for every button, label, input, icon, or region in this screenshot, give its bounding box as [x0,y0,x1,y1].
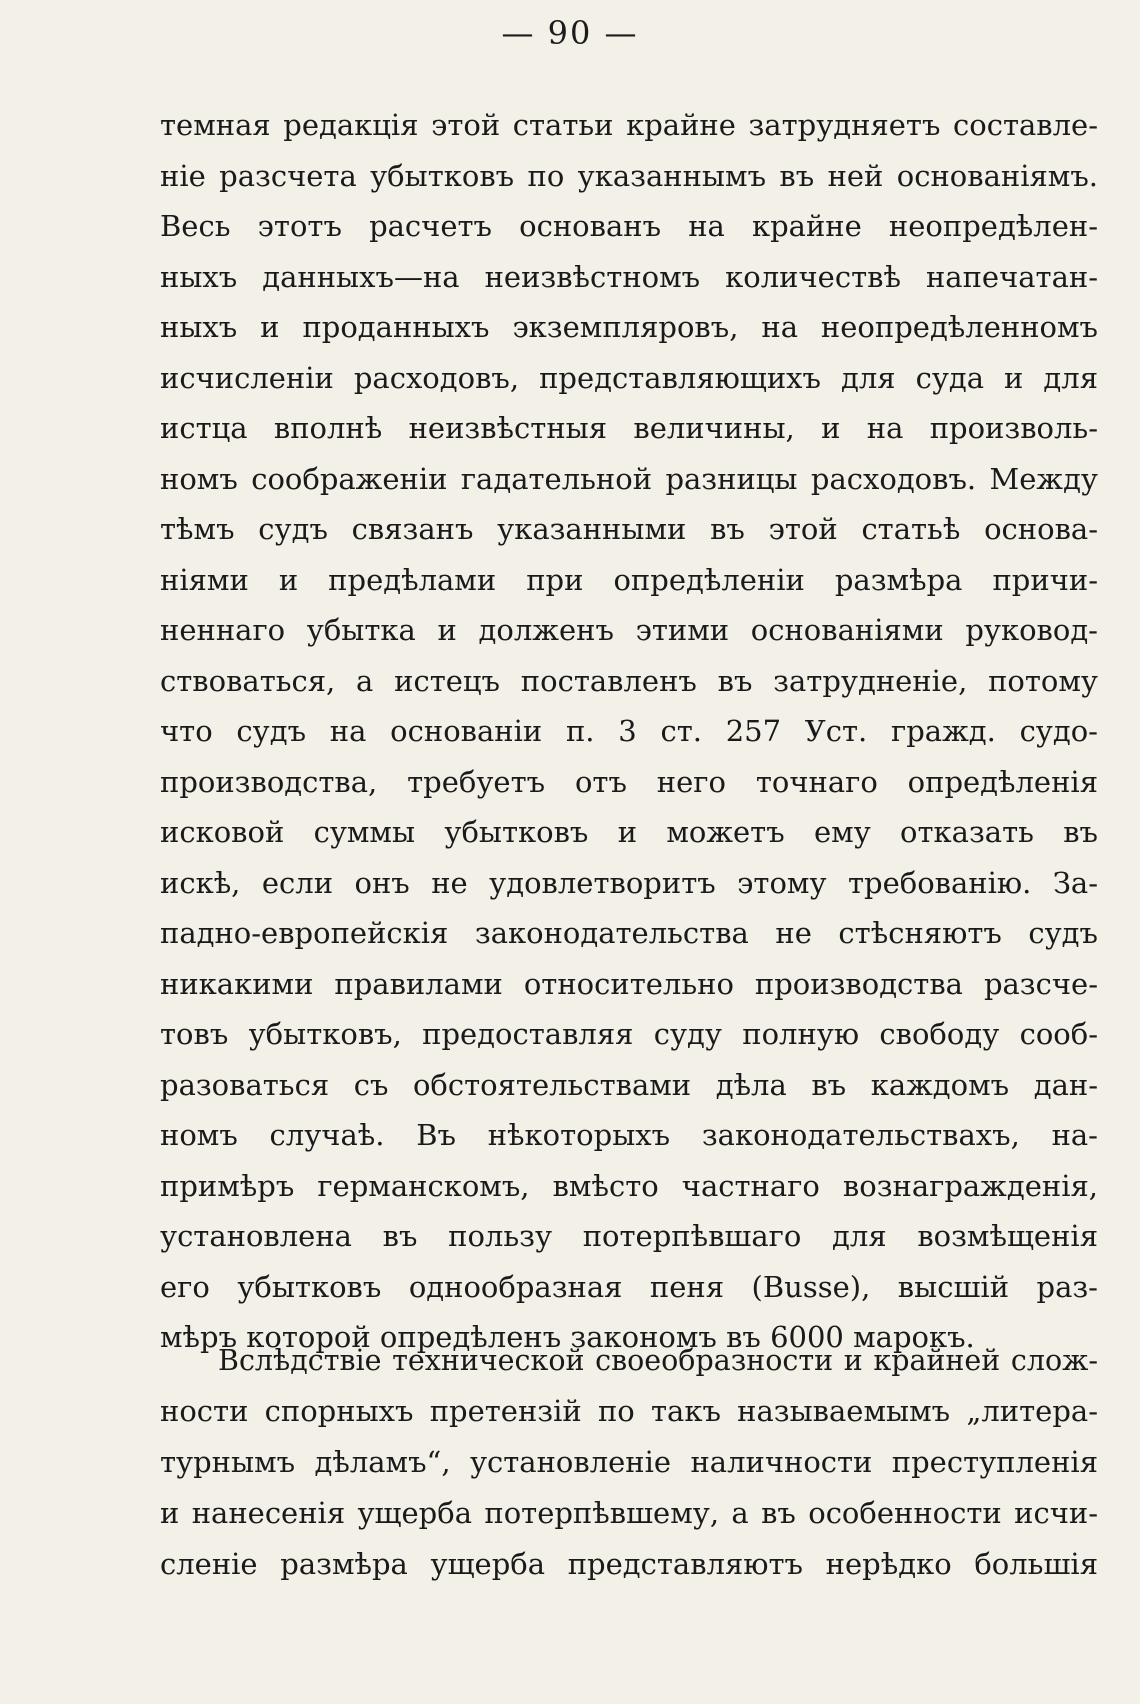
text-line: примѣръ германскомъ, вмѣсто частнаго вознагражденія, [160,1168,1098,1203]
text-line: исковой суммы убытковъ и можетъ ему отказать въ [160,815,1098,849]
text-line: товъ убытковъ, предоставляя суду полную свободу сооб- [160,1017,1098,1051]
text-line: никакими правилами относительно производства разсче- [160,966,1098,1001]
text-line: турнымъ дѣламъ“, установленіе наличности преступленія [160,1445,1098,1479]
text-line: исчисленіи расходовъ, представляющихъ для суда и для [160,360,1098,395]
text-line: ныхъ и проданныхъ экземпляровъ, на неопредѣленномъ [160,310,1098,344]
text-line: установлена въ пользу потерпѣвшаго для возмѣщенія [160,1219,1098,1253]
text-line: истца вполнѣ неизвѣстныя величины, и на произволь- [160,411,1098,445]
text-line: искѣ, если онъ не удовлетворитъ этому требованію. За- [160,865,1098,900]
text-line: падно-европейскія законодательства не стѣсняютъ судъ [160,916,1098,950]
text-line: Весь этотъ расчетъ основанъ на крайне неопредѣлен- [160,209,1098,243]
text-line: производства, требуетъ отъ него точнаго опредѣленія [160,764,1098,799]
page-number: — 90 — [501,14,639,52]
text-line: его убытковъ однообразная пеня (Busse), высшій раз- [160,1269,1098,1304]
text-line: ныхъ данныхъ—на неизвѣстномъ количествѣ напечатан- [160,259,1098,294]
text-line: номъ случаѣ. Въ нѣкоторыхъ законодательствахъ, на- [160,1118,1098,1152]
text-line: мѣръ которой опредѣленъ закономъ въ 6000 марокъ. [160,1320,975,1354]
text-line: ствоваться, а истецъ поставленъ въ затрудненіе, потому [160,663,1098,698]
text-line: разоваться съ обстоятельствами дѣла въ каждомъ дан- [160,1067,1098,1102]
paragraph-1 [160,100,1098,1363]
text-line: ніями и предѣлами при опредѣленіи размѣра причи- [160,562,1098,597]
text-line: номъ соображеніи гадательной разницы расходовъ. Между [160,461,1098,496]
text-line: темная редакція этой статьи крайне затрудняетъ составле- [160,108,1098,142]
text-line: ніе разсчета убытковъ по указаннымъ въ ней основаніямъ. [160,158,1098,193]
paragraph-2 [160,1335,1098,1590]
text-line: неннаго убытка и долженъ этими основаніями руковод- [160,613,1098,647]
text-line: и нанесенія ущерба потерпѣвшему, а въ особенности исчи- [160,1496,1098,1530]
text-line: тѣмъ судъ связанъ указанными въ этой статьѣ основа- [160,512,1098,546]
text-line: ности спорныхъ претензій по такъ называемымъ „литера- [160,1394,1098,1428]
text-line: сленіе размѣра ущерба представляютъ нерѣдко большія [160,1547,1098,1581]
text-line: что судъ на основаніи п. 3 ст. 257 Уст. гражд. судо- [160,714,1098,748]
text-line: Вслѣдствіе технической своеобразности и крайней слож- [218,1344,1098,1377]
